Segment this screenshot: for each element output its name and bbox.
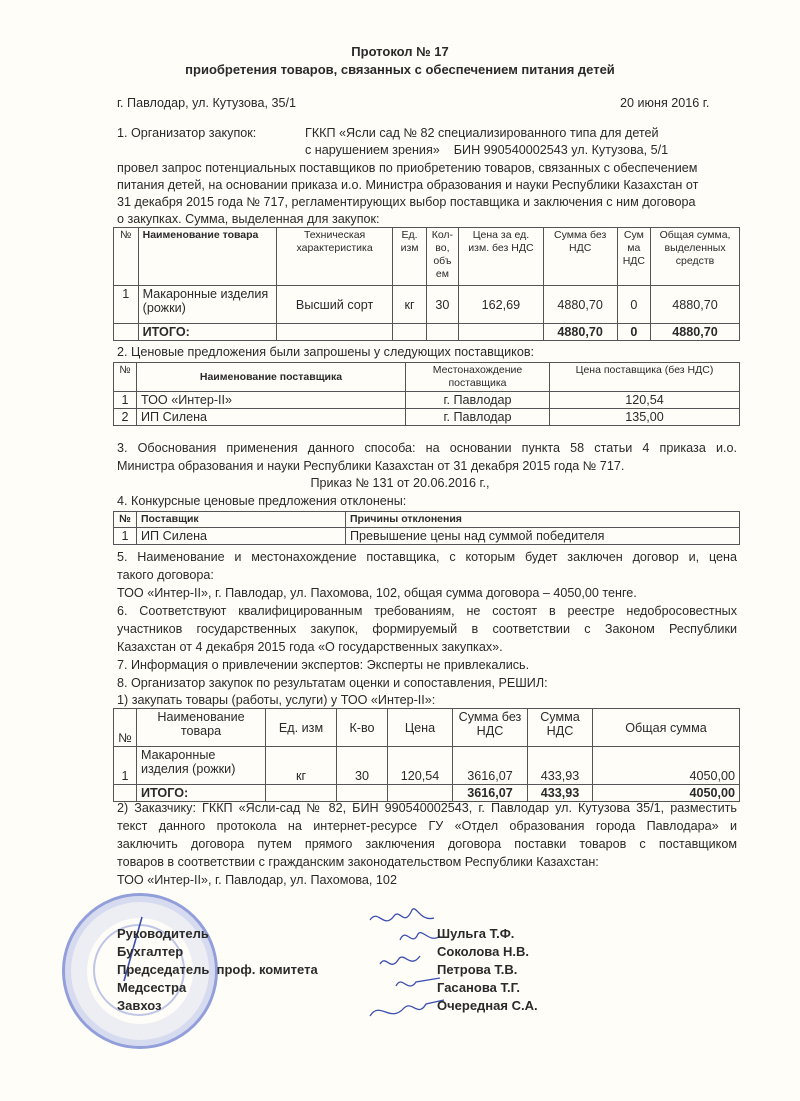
role-nurse: Медсестра: [117, 980, 187, 995]
section6-line1: 6. Соответствуют квалифицированным требованиям, не состоят в реестре недобросовестных: [117, 604, 737, 618]
col-header: Наименование поставщика: [137, 363, 406, 392]
table-header-row: [114, 709, 740, 747]
col-header: Наименование товара: [138, 228, 276, 286]
purchase-decision-table: [113, 708, 740, 802]
cell-location: г. Павлодар: [406, 409, 550, 426]
section6-line2: участников государственных закупок, формируемый в соответствии с Законом Республики: [117, 622, 737, 636]
cell-price: 162,69: [459, 286, 544, 324]
section8-2-line5: ТОО «Интер-II», г. Павлодар, ул. Пахомова, 102: [117, 873, 397, 887]
cell-location: г. Павлодар: [406, 392, 550, 409]
cell-spec: Высший сорт: [276, 286, 393, 324]
cell-qty: 30: [337, 747, 388, 785]
total-total: 4880,70: [651, 324, 740, 341]
section3-line2: Министра образования и науки Республики Казахстан от 31 декабря 2015 года № 717.: [117, 459, 625, 473]
cell-num: 1: [114, 286, 139, 324]
total-sum-no-vat: 3616,07: [453, 785, 528, 802]
col-header: Кол-во, объ ем: [426, 228, 459, 286]
col-header: К-во: [337, 709, 388, 747]
col-header: Наименование товара: [137, 709, 266, 747]
col-header: Сумма без НДС: [543, 228, 617, 286]
organizer-line2: с нарушением зрения» БИН 990540002543 ул. Кутузова, 5/1: [305, 143, 669, 157]
name-union-chair: Петрова Т.В.: [437, 962, 518, 977]
table-total-row: [114, 785, 740, 802]
section1-text-line: питания детей, на основании приказа и.о. Министра образования и науки Республики Казахстан от: [117, 178, 699, 192]
total-vat: 0: [617, 324, 650, 341]
section7-text: 7. Информация о привлечении экспертов: Эксперты не привлекались.: [117, 658, 530, 672]
section8-2-line1: 2) Заказчику: ГККП «Ясли-сад № 82, БИН 990540002543, г. Павлодар ул. Кутузова 35/1, разместить: [117, 801, 737, 815]
cell-total: 4050,00: [593, 747, 740, 785]
role-accountant: Бухгалтер: [117, 944, 184, 959]
cell-num: 1: [114, 747, 137, 785]
col-header: Цена поставщика (без НДС): [550, 363, 740, 392]
col-header: Цена за ед. изм. без НДС: [459, 228, 544, 286]
role-supply-manager: Завхоз: [117, 998, 162, 1013]
cell-vat: 0: [617, 286, 650, 324]
col-header: №: [114, 363, 137, 392]
document-date: 20 июня 2016 г.: [620, 96, 710, 110]
section1-text-line: о закупках. Сумма, выделенная для закупок:: [117, 212, 380, 226]
table-row: [114, 409, 740, 426]
col-header: №: [114, 512, 137, 528]
table-header-row: [114, 228, 740, 286]
cell-unit: кг: [266, 747, 337, 785]
name-supply-manager: Очередная С.А.: [437, 998, 538, 1013]
section1-label: 1. Организатор закупок:: [117, 126, 257, 140]
section3-line1: 3. Обоснования применения данного способа: на основании пункта 58 статьи 4 приказа и.о.: [117, 441, 737, 455]
cell-price: 120,54: [550, 392, 740, 409]
role-director: Руководитель: [117, 926, 209, 941]
col-header: №: [114, 709, 137, 747]
suppliers-table: [113, 362, 740, 426]
table-header-row: [114, 363, 740, 392]
section1-text-line: провел запрос потенциальных поставщиков по приобретению товаров, связанных с обеспечением: [117, 161, 698, 175]
rejected-offers-table: [113, 511, 740, 545]
organizer-line1: ГККП «Ясли сад № 82 специализированного типа для детей: [305, 126, 659, 140]
name-accountant: Соколова Н.В.: [437, 944, 529, 959]
col-header: Ед. изм: [266, 709, 337, 747]
table-row: [114, 747, 740, 785]
cell-sum-no-vat: 4880,70: [543, 286, 617, 324]
name-director: Шульга Т.Ф.: [437, 926, 515, 941]
section8-2-line3: заключить договора путем прямого заключения договора поставки товаров с поставщиком: [117, 837, 737, 851]
total-label: ИТОГО:: [138, 324, 276, 341]
cell-price: 135,00: [550, 409, 740, 426]
cell-name: Макаронные изделия (рожки): [138, 286, 276, 324]
col-header: Техническая характеристика: [276, 228, 393, 286]
cell-num: 1: [114, 392, 137, 409]
document-location: г. Павлодар, ул. Кутузова, 35/1: [117, 96, 296, 110]
document-subtitle: приобретения товаров, связанных с обеспечением питания детей: [185, 62, 615, 77]
cell-supplier: ИП Силена: [137, 528, 346, 545]
section1-text-line: 31 декабря 2015 года № 717, регламентирующих выбор поставщика и заключения с ним договора: [117, 195, 696, 209]
document-title: Протокол № 17: [351, 44, 449, 59]
cell-price: 120,54: [388, 747, 453, 785]
col-header: Местонахождение поставщика: [406, 363, 550, 392]
cell-num: 1: [114, 528, 137, 545]
cell-name: Макаронные изделия (рожки): [137, 747, 266, 785]
cell-num: 2: [114, 409, 137, 426]
col-header: Общая сумма: [593, 709, 740, 747]
role-union-chair: Председатель проф. комитета: [117, 962, 318, 977]
signatory-names: [437, 925, 538, 1015]
cell-total: 4880,70: [651, 286, 740, 324]
name-nurse: Гасанова Т.Г.: [437, 980, 520, 995]
total-sum-no-vat: 4880,70: [543, 324, 617, 341]
table-total-row: [114, 324, 740, 341]
cell-reason: Превышение цены над суммой победителя: [346, 528, 740, 545]
table-row: [114, 528, 740, 545]
allocated-funds-table: [113, 227, 740, 341]
col-header: Поставщик: [137, 512, 346, 528]
col-header: Причины отклонения: [346, 512, 740, 528]
col-header: №: [114, 228, 139, 286]
section8-2-line2: текст данного протокола на интернет-ресурсе ГУ «Отдел образования города Павлодара» и: [117, 819, 737, 833]
section8-text: 8. Организатор закупок по результатам оценки и сопоставления, РЕШИЛ:: [117, 676, 548, 690]
section6-line3: Казахстан от 4 декабря 2015 года «О государственных закупках».: [117, 640, 503, 654]
cell-unit: кг: [393, 286, 426, 324]
col-header: Ед. изм: [393, 228, 426, 286]
col-header: Сумма без НДС: [453, 709, 528, 747]
cell-vat: 433,93: [528, 747, 593, 785]
cell-qty: 30: [426, 286, 459, 324]
section4-text: 4. Конкурсные ценовые предложения отклонены:: [117, 494, 407, 508]
section5-line3: ТОО «Интер-II», г. Павлодар, ул. Пахомова, 102, общая сумма договора – 4050,00 тенге.: [117, 586, 637, 600]
cell-sum-no-vat: 3616,07: [453, 747, 528, 785]
section8-2-line4: товаров в соответствии с гражданским законодательством Республики Казахстан:: [117, 855, 599, 869]
total-total: 4050,00: [593, 785, 740, 802]
cell-supplier: ТОО «Интер-II»: [137, 392, 406, 409]
section8-sub1: 1) закупать товары (работы, услуги) у ТОО «Интер-II»:: [117, 693, 436, 707]
signatory-roles: [117, 925, 318, 1015]
order-reference: Приказ № 131 от 20.06.2016 г.,: [310, 476, 490, 490]
table-header-row: [114, 512, 740, 528]
total-vat: 433,93: [528, 785, 593, 802]
table-row: [114, 392, 740, 409]
col-header: Общая сумма, выделенных средств: [651, 228, 740, 286]
total-label: ИТОГО:: [137, 785, 266, 802]
col-header: Сумма НДС: [528, 709, 593, 747]
section2-text: 2. Ценовые предложения были запрошены у следующих поставщиков:: [117, 345, 535, 359]
col-header: Цена: [388, 709, 453, 747]
section5-line1: 5. Наименование и местонахождение поставщика, с которым будет заключен договор и, цена: [117, 550, 737, 564]
table-row: [114, 286, 740, 324]
col-header: Сум ма НДС: [617, 228, 650, 286]
cell-supplier: ИП Силена: [137, 409, 406, 426]
section5-line2: такого договора:: [117, 568, 214, 582]
